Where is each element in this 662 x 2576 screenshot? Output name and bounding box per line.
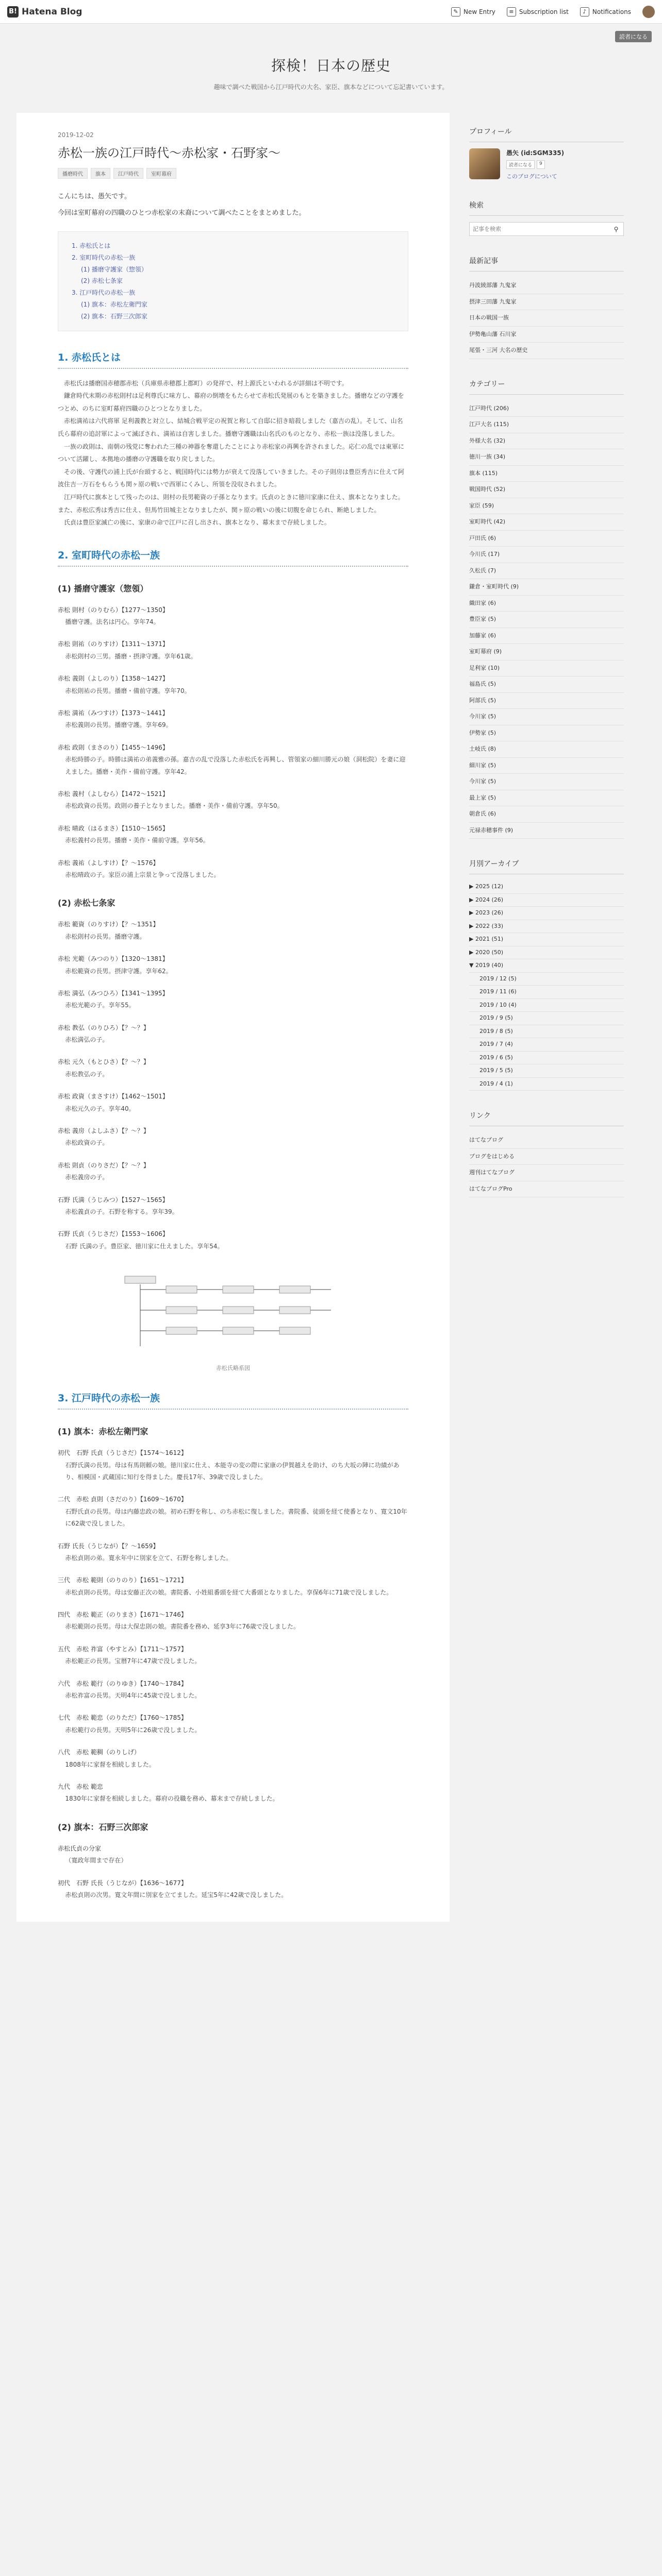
archive-link[interactable]: ▼ 2019 (40)	[469, 959, 624, 973]
pencil-icon: ✎	[451, 7, 460, 16]
entry-list	[58, 604, 408, 882]
person-entry	[58, 1447, 408, 1483]
entry-list	[58, 1447, 408, 1805]
sidebar-link[interactable]: ブログをはじめる	[469, 1149, 624, 1165]
archive-link[interactable]: ▶ 2023 (26)	[469, 907, 624, 920]
person-name: 赤松 義祐（よしすけ）【？〜1576】	[58, 859, 159, 867]
person-name: 五代 赤松 祚富（やすとみ）【1711〜1757】	[58, 1645, 187, 1653]
person-entry	[58, 707, 408, 732]
profile-avatar[interactable]	[469, 148, 500, 179]
person-note: 赤松則祐の長男。播磨・備前守護。享年70。	[65, 687, 191, 694]
archive-link[interactable]: ▶ 2022 (33)	[469, 920, 624, 934]
links-title: リンク	[469, 1110, 624, 1126]
archive-link[interactable]: ▶ 2025 (12)	[469, 880, 624, 894]
person-note: 赤松晴政の子。家臣の浦上宗景と争って没落しました。	[65, 871, 220, 878]
person-entry	[58, 988, 408, 1012]
profile-name[interactable]: 愚矢 (id:SGM335)	[506, 149, 565, 157]
recent-article-link[interactable]: 丹波綾部藩 九鬼家	[469, 278, 624, 294]
paragraph: 鎌倉時代末期の赤松則村は足利尊氏に味方し、幕府の倒壊をもたらせて赤松氏発展のもとを築きました。播磨などの守護をつとめ、のちに室町幕府四職のひとつとなりました。	[58, 392, 404, 412]
person-note: 赤松義貞の子。石野を称する。享年39。	[65, 1208, 178, 1215]
archive-link[interactable]: 2019 / 6 (5)	[469, 1052, 624, 1065]
search-box	[469, 222, 624, 236]
person-note: 1830年に家督を相続しました。幕府の役職を務め、幕末まで存続しました。	[65, 1795, 279, 1803]
category-link[interactable]: 最上家 (5)	[469, 790, 624, 807]
sidebar-link[interactable]: はてなブログ	[469, 1132, 624, 1149]
categories-title: カテゴリー	[469, 379, 624, 395]
subscription-list-label: Subscription list	[519, 8, 569, 15]
reader-count: 9	[537, 160, 545, 169]
subsection-heading: (1) 旗本：赤松左衛門家	[58, 1427, 148, 1437]
person-name: 三代 赤松 範則（のりのり）【1651〜1721】	[58, 1577, 187, 1584]
person-name: 赤松 政則（まさのり）【1455〜1496】	[58, 743, 169, 751]
recent-article-link[interactable]: 摂津三田藩 九鬼家	[469, 294, 624, 311]
search-icon[interactable]: ⚲	[614, 225, 619, 233]
person-note: 赤松貞則の長男。母は安藤正次の娘。書院番、小姓組番頭を経て大番頭となりました。享保6年に71歳で没しました。	[65, 1588, 393, 1596]
search-input[interactable]	[470, 223, 609, 235]
person-entry	[58, 1678, 408, 1702]
person-name: 九代 赤松 範忠	[58, 1783, 103, 1790]
person-entry	[58, 1022, 408, 1046]
person-entry	[58, 1540, 408, 1565]
person-name: 赤松 義則（よしのり）【1358〜1427】	[58, 675, 169, 683]
archive-link[interactable]: 2019 / 5 (5)	[469, 1064, 624, 1078]
blog-description: 趣味で調べた戦国から江戸時代の大名、家臣、旗本などについて忘記書いています。	[213, 83, 449, 91]
person-name: 八代 赤松 範稠（のりしげ）	[58, 1749, 140, 1756]
hatena-topbar	[0, 0, 662, 24]
person-name: 赤松 晴政（はるまさ）【1510〜1565】	[58, 824, 169, 832]
person-entry	[58, 1609, 408, 1633]
category-link[interactable]: 阿部氏 (5)	[469, 693, 624, 709]
person-name: 二代 赤松 貞則（さだのり）【1609〜1670】	[58, 1496, 187, 1503]
archive-link[interactable]: 2019 / 7 (4)	[469, 1038, 624, 1052]
person-name: 赤松 範資（のりすけ）【？〜1351】	[58, 921, 159, 928]
article-categories	[58, 168, 408, 179]
person-note: 赤松則村の三男。播磨・摂津守護。享年61歳。	[65, 652, 197, 660]
article	[16, 113, 450, 1922]
person-entry	[58, 953, 408, 977]
archive-link[interactable]: 2019 / 9 (5)	[469, 1012, 624, 1025]
archive-list	[469, 880, 624, 1091]
person-entry	[58, 788, 408, 812]
person-note: 赤松義村の長男。播磨・美作・備前守護。享年56。	[65, 837, 209, 844]
subscription-list-link[interactable]	[507, 7, 569, 16]
category-link[interactable]: 元禄赤穂事件 (9)	[469, 823, 624, 839]
subsection-heading: (1) 播磨守護家（惣領）	[58, 583, 148, 594]
list-icon: ≡	[507, 7, 516, 16]
archive-link[interactable]: ▶ 2020 (50)	[469, 946, 624, 960]
category-link[interactable]: 足利家 (10)	[469, 660, 624, 677]
category-link[interactable]: 朝倉氏 (6)	[469, 806, 624, 823]
person-note: 石野 氏満の子。豊臣家、徳川家に仕えました。享年54。	[65, 1242, 224, 1250]
person-entry	[58, 1877, 408, 1902]
new-entry-link[interactable]	[451, 7, 495, 16]
category-link[interactable]: 細川家 (5)	[469, 758, 624, 774]
category-link[interactable]: 今川氏 (17)	[469, 547, 624, 563]
person-name: 初代 石野 氏貞（うじさだ）【1574〜1612】	[58, 1449, 187, 1457]
category-link[interactable]: 戦国時代 (52)	[469, 482, 624, 498]
person-entry	[58, 919, 408, 943]
sidebar	[469, 113, 624, 1922]
person-note: 赤松範資の長男。摂津守護。享年62。	[65, 967, 172, 975]
category-link[interactable]: 江戸時代 (206)	[469, 401, 624, 417]
toc-item[interactable]: 1. 赤松氏とは	[72, 242, 111, 249]
person-note: 赤松教弘の子。	[65, 1070, 109, 1078]
archive-link[interactable]: 2019 / 4 (1)	[469, 1078, 624, 1091]
hatena-logo-text: Hatena Blog	[22, 6, 82, 17]
archive-link[interactable]: 2019 / 8 (5)	[469, 1025, 624, 1039]
person-name: 赤松 政資（まさすけ）【1462〜1501】	[58, 1093, 169, 1100]
genealogy-diagram	[120, 1269, 346, 1357]
profile-title: プロフィール	[469, 126, 624, 142]
category-tag[interactable]: 江戸時代	[113, 168, 143, 179]
person-note: 赤松範則の長男。母は大保忠則の娘。書院番を務め、延享3年に76歳で没しました。	[65, 1623, 300, 1631]
person-entry	[58, 1228, 408, 1252]
category-tag[interactable]: 室町幕府	[146, 168, 176, 179]
entry-list	[58, 1843, 408, 1902]
genealogy-figure[interactable]	[120, 1269, 346, 1359]
person-entry	[58, 742, 408, 778]
toc-item[interactable]: 3. 江戸時代の赤松一族	[72, 289, 136, 297]
person-name: 石野 氏満（うじみつ）【1527〜1565】	[58, 1196, 169, 1204]
person-note: 赤松政資の長男。政則の養子となりました。播磨・美作・備前守護。享年50。	[65, 802, 284, 810]
paragraph: 一族の政則は、南朝の残党に奪われた三種の神器を奪還したことにより赤松家の再興を許されました。応仁の乱では東軍について活躍し、本拠地の播磨の守護職を取り戻しました。	[58, 443, 405, 463]
recent-list	[469, 278, 624, 359]
person-entry	[58, 823, 408, 847]
archive-title: 月別アーカイブ	[469, 858, 624, 874]
person-note: 石野氏満の長男。母は有馬則頼の娘。徳川家に仕え、本能寺の変の際に家康の伊賀越えを助け、のち大坂の陣に功績があり、相模国・武蔵国に知行を得ました。慶長17年、39歳で没しました。	[65, 1461, 400, 1481]
person-note: 赤松貞則の弟。寛永年中に別家を立て、石野を称しました。	[65, 1554, 233, 1562]
sidebar-link[interactable]: はてなブログPro	[469, 1181, 624, 1198]
person-note: 赤松貞則の次男。寛文年間に別家を立てました。延宝5年に42歳で没しました。	[65, 1891, 288, 1899]
person-name: 赤松 教弘（のりひろ）【？〜？】	[58, 1024, 150, 1031]
person-name: 六代 赤松 範行（のりゆき）【1740〜1784】	[58, 1680, 187, 1687]
person-name: 赤松 則祐（のりすけ）【1311〜1371】	[58, 640, 169, 648]
person-note: 赤松則村の長男。播磨守護。	[65, 933, 146, 940]
category-link[interactable]: 今川家 (5)	[469, 709, 624, 725]
hatena-logo[interactable]	[7, 6, 82, 18]
person-entry	[58, 1781, 408, 1805]
bell-icon: ♪	[580, 7, 589, 16]
recent-title: 最新記事	[469, 256, 624, 272]
person-entry	[58, 1056, 408, 1080]
person-note: 赤松祚富の長男。天明4年に45歳で没しました。	[65, 1692, 201, 1700]
person-note: 赤松範正の長男。宝暦7年に47歳で没しました。	[65, 1657, 201, 1665]
search-title: 検索	[469, 200, 624, 216]
person-note: （寛政年間まで存在）	[65, 1857, 127, 1865]
person-entry	[58, 673, 408, 697]
person-name: 石野 氏長（うじなが）【？〜1659】	[58, 1542, 159, 1550]
article-title[interactable]: 赤松一族の江戸時代〜赤松家・石野家〜	[58, 146, 280, 160]
notifications-label: Notifications	[592, 8, 631, 15]
intro-line: こんにちは、愚矢です。	[58, 193, 131, 200]
person-name: 赤松 満弘（みつひろ）【1341〜1395】	[58, 989, 169, 997]
archive-link[interactable]: 2019 / 12 (5)	[469, 973, 624, 986]
entry-list	[58, 919, 408, 1252]
person-note: 赤松満弘の子。	[65, 1036, 109, 1044]
notifications-link[interactable]	[580, 7, 631, 16]
person-note: 赤松義則の長男。播磨守護。享年69。	[65, 721, 172, 729]
person-name: 赤松 光範（みつのり）【1320〜1381】	[58, 955, 169, 963]
section-heading: 2. 室町時代の赤松一族	[58, 548, 408, 567]
recent-article-link[interactable]: 日本の戦国一族	[469, 310, 624, 327]
sidebar-link[interactable]: 週刊はてなブログ	[469, 1165, 624, 1181]
new-entry-label: New Entry	[463, 8, 495, 15]
person-note: 赤松義房の子。	[65, 1174, 109, 1181]
category-link[interactable]: 外様大名 (32)	[469, 433, 624, 450]
person-entry	[58, 638, 408, 663]
toc-item[interactable]: (2) 赤松七条家	[81, 277, 123, 285]
person-note: 赤松光範の子。享年55。	[65, 1002, 135, 1009]
become-reader-button[interactable]: 読者になる	[615, 31, 652, 42]
paragraph: 江戸時代に旗本として残ったのは、則村の長男範資の子孫となります。氏貞のときに徳川家康に仕え、旗本となりました。また、赤松広秀は秀吉に仕え、但馬竹田城主となりましたが、関ヶ原の戦いの後に切腹を命じられ、断絶しました。	[58, 493, 404, 514]
category-list	[469, 401, 624, 839]
category-link[interactable]: 豊臣家 (5)	[469, 612, 624, 628]
person-entry	[58, 1160, 408, 1184]
category-link[interactable]: 福島氏 (5)	[469, 676, 624, 693]
person-note: 赤松政資の子。	[65, 1139, 109, 1147]
person-name: 赤松氏貞の分家	[58, 1844, 102, 1852]
about-link[interactable]: このブログについて	[506, 173, 557, 180]
links-list	[469, 1132, 624, 1197]
intro-line: 今回は室町幕府の四職のひとつ赤松家の末裔について調べたことをまとめました。	[58, 209, 306, 217]
person-name: 七代 赤松 範忠（のりただ）【1760〜1785】	[58, 1714, 187, 1722]
category-link[interactable]: 室町時代 (42)	[469, 514, 624, 531]
person-entry	[58, 1643, 408, 1668]
toc-item[interactable]: (1) 播磨守護家（惣領）	[81, 265, 147, 273]
category-link[interactable]: 江戸大名 (115)	[469, 417, 624, 433]
hatena-logo-icon: B!	[7, 6, 19, 18]
person-note: 赤松時勝の子。時勝は満祐の弟義雅の孫。嘉吉の乱で没落した赤松氏を再興し、管領家の細川勝元の娘（洞松院）を妻に迎えました。播磨・美作・備前守護。享年42。	[65, 756, 406, 775]
category-tag[interactable]: 旗本	[91, 168, 110, 179]
category-link[interactable]: 戸田氏 (6)	[469, 531, 624, 547]
recent-article-link[interactable]: 尾張・三河 大名の歴史	[469, 343, 624, 359]
person-entry	[58, 1494, 408, 1530]
person-name: 赤松 満祐（みつすけ）【1373〜1441】	[58, 709, 169, 717]
figure-caption: 赤松氏略系図	[216, 1365, 250, 1372]
person-note: 赤松元久の子。享年40。	[65, 1105, 135, 1112]
follow-button[interactable]: 読者になる	[506, 160, 535, 169]
person-name: 石野 氏貞（うじさだ）【1553〜1606】	[58, 1230, 169, 1238]
paragraph: 氏貞は豊臣家滅亡の後に、家康の命で江戸に召し出され、旗本となり、幕末まで存続しました。	[64, 519, 330, 527]
archive-link[interactable]: 2019 / 11 (6)	[469, 986, 624, 999]
archive-link[interactable]: 2019 / 10 (4)	[469, 999, 624, 1012]
category-link[interactable]: 久松氏 (7)	[469, 563, 624, 580]
person-name: 赤松 義村（よしむら）【1472〜1521】	[58, 790, 169, 798]
category-link[interactable]: 旗本 (115)	[469, 466, 624, 482]
person-entry	[58, 1574, 408, 1599]
recent-article-link[interactable]: 伊勢亀山藩 石川家	[469, 327, 624, 343]
person-entry	[58, 1712, 408, 1736]
person-name: 赤松 則貞（のりさだ）【？〜？】	[58, 1161, 150, 1169]
user-avatar[interactable]	[642, 6, 655, 18]
section-heading: 3. 江戸時代の赤松一族	[58, 1391, 408, 1410]
blog-header	[0, 24, 662, 113]
person-note: 1808年に家督を相続しました。	[65, 1760, 155, 1768]
person-name: 赤松 義房（よしふさ）【？〜？】	[58, 1127, 150, 1135]
archive-link[interactable]: ▶ 2024 (26)	[469, 894, 624, 907]
person-entry	[58, 1747, 408, 1771]
person-name: 赤松 元久（もとひさ）【？〜？】	[58, 1058, 150, 1066]
person-entry	[58, 1843, 408, 1867]
paragraph: 赤松氏は播磨国赤穂郡赤松（兵庫県赤穂郡上郡町）の発祥で、村上源氏といわれるが詳細は不明です。	[64, 379, 348, 387]
category-link[interactable]: 室町幕府 (9)	[469, 644, 624, 660]
paragraph: その後、守護代の浦上氏が台頭すると、戦国時代には勢力が衰えて没落していきました。その子則房は豊臣秀吉に仕えて阿波住吉一万石をもらうも関ヶ原の戦いで西軍にくみし、所領を没収されました。	[58, 468, 405, 488]
category-link[interactable]: 加藤家 (6)	[469, 628, 624, 645]
archive-link[interactable]: ▶ 2021 (51)	[469, 933, 624, 946]
person-note: 石野氏貞の長男。母は内藤忠政の娘。初め石野を称し、のち赤松に復しました。書院番、徒頭を経て使番となり、寛文10年に62歳で没しました。	[65, 1507, 407, 1528]
person-name: 初代 石野 氏長（うじなが）【1636〜1677】	[58, 1879, 187, 1887]
section-heading: 1. 赤松氏とは	[58, 350, 408, 369]
person-entry	[58, 1091, 408, 1115]
person-note: 播磨守護。法名は円心。享年74。	[65, 618, 160, 626]
article-date[interactable]: 2019-12-02	[58, 131, 94, 139]
toc-item[interactable]: 2. 室町時代の赤松一族	[72, 253, 136, 261]
category-link[interactable]: 鎌倉・室町時代 (9)	[469, 579, 624, 596]
person-entry	[58, 1125, 408, 1149]
category-link[interactable]: 家臣 (59)	[469, 498, 624, 515]
category-link[interactable]: 伊勢家 (5)	[469, 725, 624, 742]
subsection-heading: (2) 赤松七条家	[58, 898, 115, 908]
person-name: 赤松 則村（のりむら）【1277〜1350】	[58, 606, 169, 614]
person-note: 赤松範行の長男。天明5年に26歳で没しました。	[65, 1726, 201, 1734]
category-link[interactable]: 徳川一族 (34)	[469, 449, 624, 466]
person-name: 四代 赤松 範正（のりまさ）【1671〜1746】	[58, 1611, 187, 1619]
paragraph: 赤松満祐は六代将軍 足利義教と対立し、結城合戦平定の祝賀と称して自邸に招き暗殺しました（嘉吉の乱）。そして、山名氏ら幕府の追討軍によって滅ぼされ、満祐は自害しました。播磨守護職は山名氏のものとなり、赤松一族は没落しました。	[58, 417, 403, 437]
subsection-heading: (2) 旗本：石野三次郎家	[58, 1822, 148, 1832]
profile-module	[469, 148, 624, 180]
person-entry	[58, 1194, 408, 1218]
toc-item[interactable]: (1) 旗本：赤松左衛門家	[81, 300, 147, 308]
category-tag[interactable]: 播磨時代	[58, 168, 88, 179]
toc-item[interactable]: (2) 旗本：石野三次郎家	[81, 312, 147, 320]
person-entry	[58, 604, 408, 629]
table-of-contents	[58, 231, 408, 331]
category-link[interactable]: 織田家 (6)	[469, 596, 624, 612]
category-link[interactable]: 土岐氏 (8)	[469, 741, 624, 758]
blog-title[interactable]: 探検！日本の歴史	[271, 57, 391, 74]
category-link[interactable]: 今川家 (5)	[469, 774, 624, 790]
person-entry	[58, 857, 408, 882]
